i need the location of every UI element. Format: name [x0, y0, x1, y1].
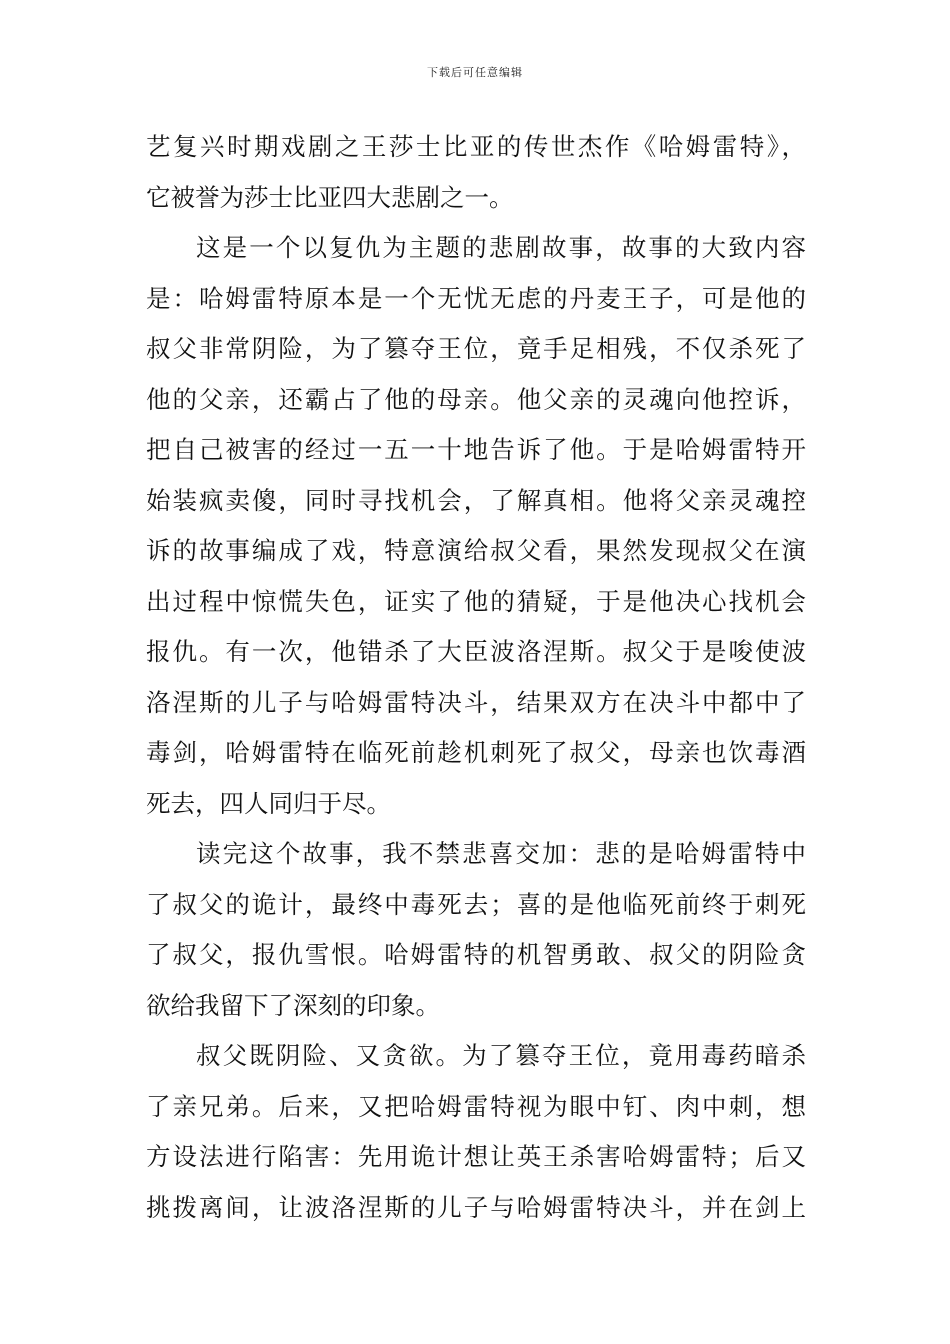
text-line: 报仇。有一次，他错杀了大臣波洛涅斯。叔父于是唆使波 [146, 637, 806, 666]
paragraph-first-line: 读完这个故事，我不禁悲喜交加：悲的是哈姆雷特中 [196, 839, 806, 868]
text-line: 了叔父，报仇雪恨。哈姆雷特的机智勇敢、叔父的阴险贪 [146, 940, 806, 969]
paragraph-first-line: 这是一个以复仇为主题的悲剧故事，故事的大致内容 [196, 233, 806, 262]
text-line: 毒剑，哈姆雷特在临死前趁机刺死了叔父，母亲也饮毒酒 [146, 738, 806, 767]
text-line: 挑拨离间，让波洛涅斯的儿子与哈姆雷特决斗，并在剑上 [146, 1192, 806, 1222]
text-line: 他的父亲，还霸占了他的母亲。他父亲的灵魂向他控诉， [146, 384, 806, 414]
text-line: 了亲兄弟。后来，又把哈姆雷特视为眼中钉、肉中刺，想 [146, 1091, 806, 1121]
text-line: 洛涅斯的儿子与哈姆雷特决斗，结果双方在决斗中都中了 [146, 687, 806, 717]
text-line: 叔父非常阴险，为了篡夺王位，竟手足相残，不仅杀死了 [146, 334, 806, 363]
paragraph-first-line: 叔父既阴险、又贪欲。为了篡夺王位，竟用毒药暗杀 [196, 1041, 806, 1070]
text-line: 方设法进行陷害：先用诡计想让英王杀害哈姆雷特；后又 [146, 1142, 806, 1171]
text-line: 始装疯卖傻，同时寻找机会，了解真相。他将父亲灵魂控 [146, 485, 806, 515]
text-line: 把自己被害的经过一五一十地告诉了他。于是哈姆雷特开 [146, 435, 806, 464]
document-body [146, 122, 806, 1233]
text-line: 是：哈姆雷特原本是一个无忧无虑的丹麦王子，可是他的 [146, 283, 806, 313]
text-line: 艺复兴时期戏剧之王莎士比亚的传世杰作《哈姆雷特》， [146, 132, 806, 161]
text-line: 它被誉为莎士比亚四大悲剧之一。 [146, 182, 514, 212]
text-line: 了叔父的诡计，最终中毒死去；喜的是他临死前终于刺死 [146, 889, 806, 919]
text-line: 诉的故事编成了戏，特意演给叔父看，果然发现叔父在演 [146, 536, 806, 565]
text-line: 出过程中惊慌失色，证实了他的猜疑，于是他决心找机会 [146, 586, 806, 616]
text-line: 欲给我留下了深刻的印象。 [146, 990, 440, 1020]
page-header: 下载后可任意编辑 [427, 66, 523, 79]
text-line: 死去，四人同归于尽。 [146, 788, 391, 818]
